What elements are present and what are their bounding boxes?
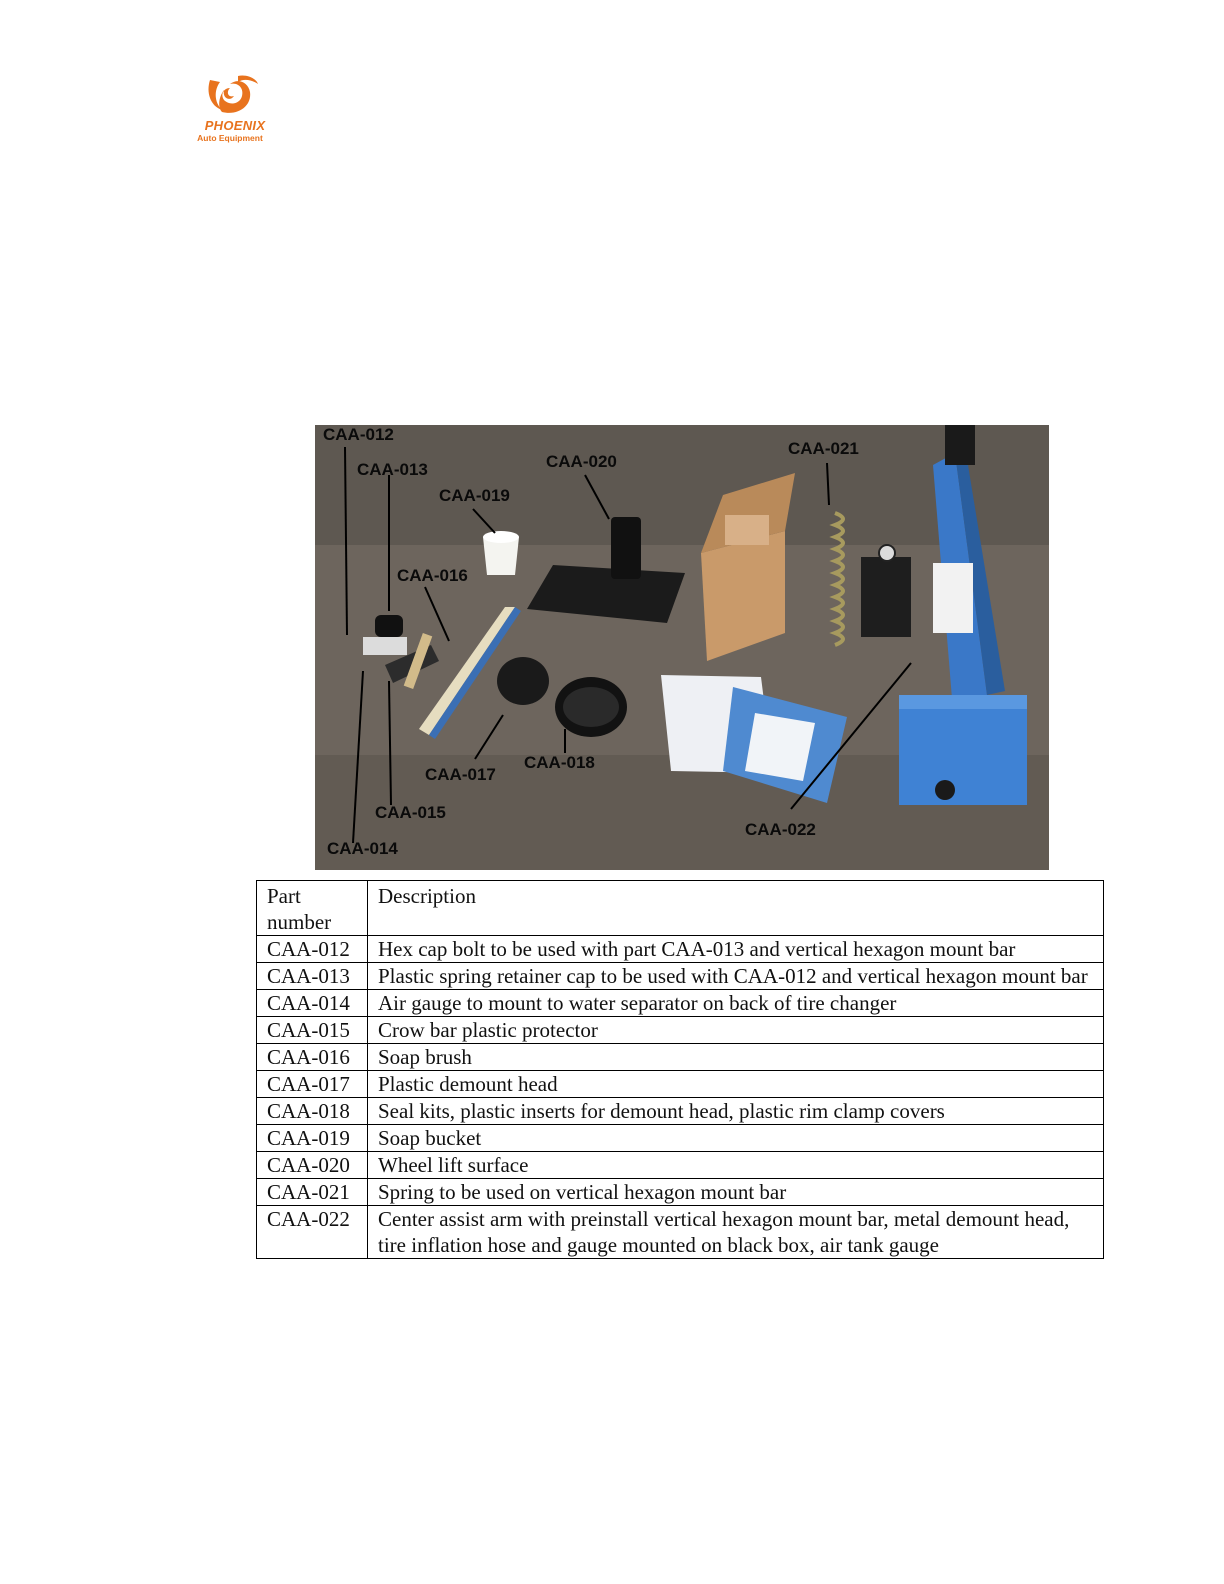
table-row	[257, 936, 1104, 963]
table-row	[257, 1125, 1104, 1152]
part-number-cell: CAA-017	[257, 1071, 368, 1098]
header-description: Description	[368, 881, 1104, 936]
table-row	[257, 1017, 1104, 1044]
label-caa-021: CAA-021	[788, 439, 859, 458]
label-caa-012: CAA-012	[323, 425, 394, 444]
description-cell: Plastic demount head	[368, 1071, 1104, 1098]
parts-photo	[315, 425, 1049, 870]
description-cell: Soap bucket	[368, 1125, 1104, 1152]
table-row	[257, 963, 1104, 990]
label-caa-016: CAA-016	[397, 566, 468, 585]
part-number-cell: CAA-015	[257, 1017, 368, 1044]
label-caa-019: CAA-019	[439, 486, 510, 505]
description-cell: Soap brush	[368, 1044, 1104, 1071]
label-caa-013: CAA-013	[357, 460, 428, 479]
label-caa-015: CAA-015	[375, 803, 446, 822]
table-row	[257, 1098, 1104, 1125]
table-row	[257, 1179, 1104, 1206]
label-caa-018: CAA-018	[524, 753, 595, 772]
logo-name: PHOENIX	[204, 118, 266, 133]
description-cell: Plastic spring retainer cap to be used with CAA-012 and vertical hexagon mount bar	[368, 963, 1104, 990]
parts-table	[256, 880, 1104, 1259]
description-cell: Air gauge to mount to water separator on back of tire changer	[368, 990, 1104, 1017]
description-cell: Crow bar plastic protector	[368, 1017, 1104, 1044]
part-number-cell: CAA-021	[257, 1179, 368, 1206]
description-cell: Center assist arm with preinstall vertical hexagon mount bar, metal demount head, tire inflation hose and gauge mounted on black box, air tank gauge	[368, 1206, 1104, 1259]
table-row	[257, 1044, 1104, 1071]
description-cell: Spring to be used on vertical hexagon mount bar	[368, 1179, 1104, 1206]
table-row	[257, 1152, 1104, 1179]
part-number-cell: CAA-016	[257, 1044, 368, 1071]
label-caa-020: CAA-020	[546, 452, 617, 471]
phoenix-swirl-icon	[204, 72, 260, 118]
part-number-cell: CAA-019	[257, 1125, 368, 1152]
table-header-row	[257, 881, 1104, 936]
part-number-cell: CAA-018	[257, 1098, 368, 1125]
table-row	[257, 1071, 1104, 1098]
description-cell: Wheel lift surface	[368, 1152, 1104, 1179]
header-part-number: Part number	[257, 881, 368, 936]
logo-subtitle: Auto Equipment	[197, 133, 263, 143]
table-row	[257, 990, 1104, 1017]
label-caa-022: CAA-022	[745, 820, 816, 839]
part-number-cell: CAA-022	[257, 1206, 368, 1259]
part-number-cell: CAA-020	[257, 1152, 368, 1179]
part-number-cell: CAA-013	[257, 963, 368, 990]
label-caa-017: CAA-017	[425, 765, 496, 784]
description-cell: Seal kits, plastic inserts for demount head, plastic rim clamp covers	[368, 1098, 1104, 1125]
part-number-cell: CAA-014	[257, 990, 368, 1017]
description-cell: Hex cap bolt to be used with part CAA-013 and vertical hexagon mount bar	[368, 936, 1104, 963]
table-row	[257, 1206, 1104, 1259]
label-caa-014: CAA-014	[327, 839, 398, 858]
phoenix-logo	[188, 72, 278, 152]
part-number-cell: CAA-012	[257, 936, 368, 963]
